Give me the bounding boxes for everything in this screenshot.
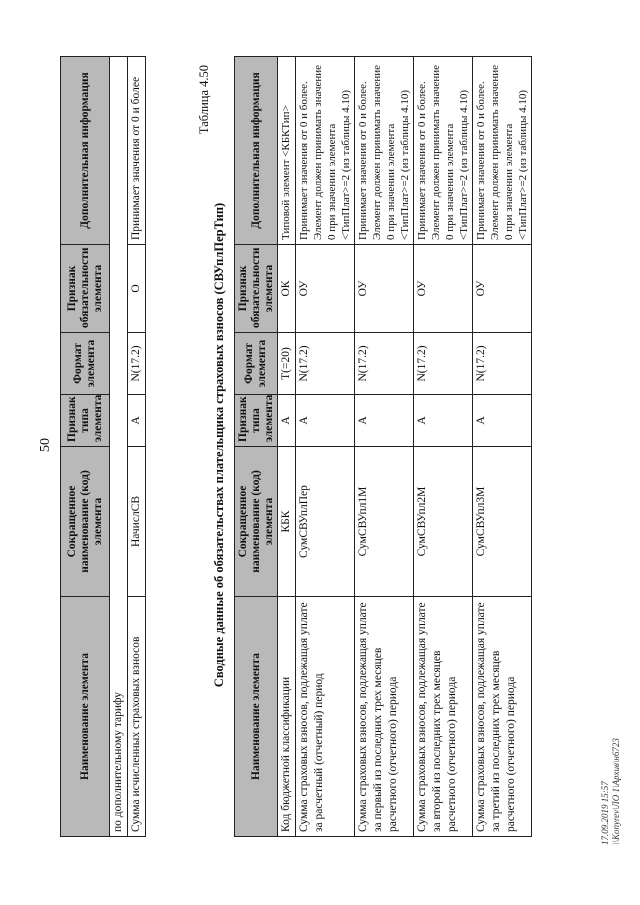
table-cell: N(17.2) [355,333,414,395]
header-cell: Сокращенное наименование (код) элемента [235,447,278,597]
header-cell: Формат элемента [61,333,110,395]
table-title: Сводные данные об обязательствах плательщика страховых взносов (СВУплПерТип) [212,202,226,688]
header-cell: Дополнительная информация [61,57,110,245]
table-row [278,57,296,837]
table-cell: А [355,395,414,447]
header-cell: Признак обязательности элемента [61,245,110,333]
page-number: 50 [38,438,53,452]
table-cell: СумСВУпл2М [414,447,473,597]
print-timestamp: 17.09.2019 15:57 [600,781,610,845]
top-table [60,56,146,837]
table-cell: Принимает значения от 0 и более. Элемент должен принимать значение 0 при значении элемента <ТипПлат>=2 (из таблицы 4.10) [296,57,355,245]
table-row [296,57,355,837]
table-row [473,57,532,837]
table-cell: КБК [278,447,296,597]
table-cell: Принимает значения от 0 и более. Элемент должен принимать значение 0 при значении элемента <ТипПлат>=2 (из таблицы 4.10) [355,57,414,245]
header-cell: Признак типа элемента [235,395,278,447]
table-cell: А [414,395,473,447]
table-cell: ОК [278,245,296,333]
table-cell: Код бюджетной классификации [278,597,296,837]
table-cell: ОУ [355,245,414,333]
table-cell: Типовой элемент <КБКТип> [278,57,296,245]
table-cell: N(17.2) [414,333,473,395]
table-cell: Сумма страховых взносов, подлежащая уплате за расчетный (отчетный) период [296,597,355,837]
table-cell: Принимает значения от 0 и более [128,57,146,245]
table-label: Таблица 4.50 [197,65,211,135]
table-cell: НачислСВ [128,447,146,597]
header-cell: Наименование элемента [235,597,278,837]
table-cell: N(17.2) [473,333,532,395]
table-cell: А [278,395,296,447]
table-cell: ОУ [414,245,473,333]
table-cell: Сумма страховых взносов, подлежащая уплате за первый из последних трех месяцев расчетного (отчетного) периода [355,597,414,837]
top-table-header [61,57,110,837]
file-path: \\Konyrev\ЛО 1\Apxuв\н6723 [611,738,621,845]
header-cell: Формат элемента [235,333,278,395]
table-cell: СумСВУплПер [296,447,355,597]
header-cell: Признак типа элемента [61,395,110,447]
table-cell: А [128,395,146,447]
table-cell: СумСВУпл1М [355,447,414,597]
header-cell: Дополнительная информация [235,57,278,245]
main-table [234,56,532,837]
table-cell: ОУ [473,245,532,333]
table-cell: А [473,395,532,447]
table-row [128,57,146,837]
print-footer [600,738,622,845]
table-row [355,57,414,837]
header-cell: Наименование элемента [61,597,110,837]
table-cell: Принимает значения от 0 и более. Элемент должен принимать значение 0 при значении элемента <ТипПлат>=2 (из таблицы 4.10) [473,57,532,245]
table-cell: А [296,395,355,447]
header-cell: Признак обязательности элемента [235,245,278,333]
table-cell: СумСВУпл3М [473,447,532,597]
table-cell: N(17.2) [296,333,355,395]
table-cell: N(17.2) [128,333,146,395]
table-cell: О [128,245,146,333]
table-cell: ОУ [296,245,355,333]
section-cell: по дополнительному тарифу [110,57,128,837]
table-cell: Сумма страховых взносов, подлежащая уплате за третий из последних трех месяцев расчетного (отчетного) периода [473,597,532,837]
table-cell: Принимает значения от 0 и более. Элемент должен принимать значение 0 при значении элемента <ТипПлат>=2 (из таблицы 4.10) [414,57,473,245]
table-cell: Сумма исчисленных страховых взносов [128,597,146,837]
table-row [414,57,473,837]
table-cell: Сумма страховых взносов, подлежащая уплате за второй из последних трех месяцев расчетного (отчетного) периода [414,597,473,837]
header-cell: Сокращенное наименование (код) элемента [61,447,110,597]
table-cell: T(=20) [278,333,296,395]
main-table-header [235,57,278,837]
section-row [110,57,128,837]
